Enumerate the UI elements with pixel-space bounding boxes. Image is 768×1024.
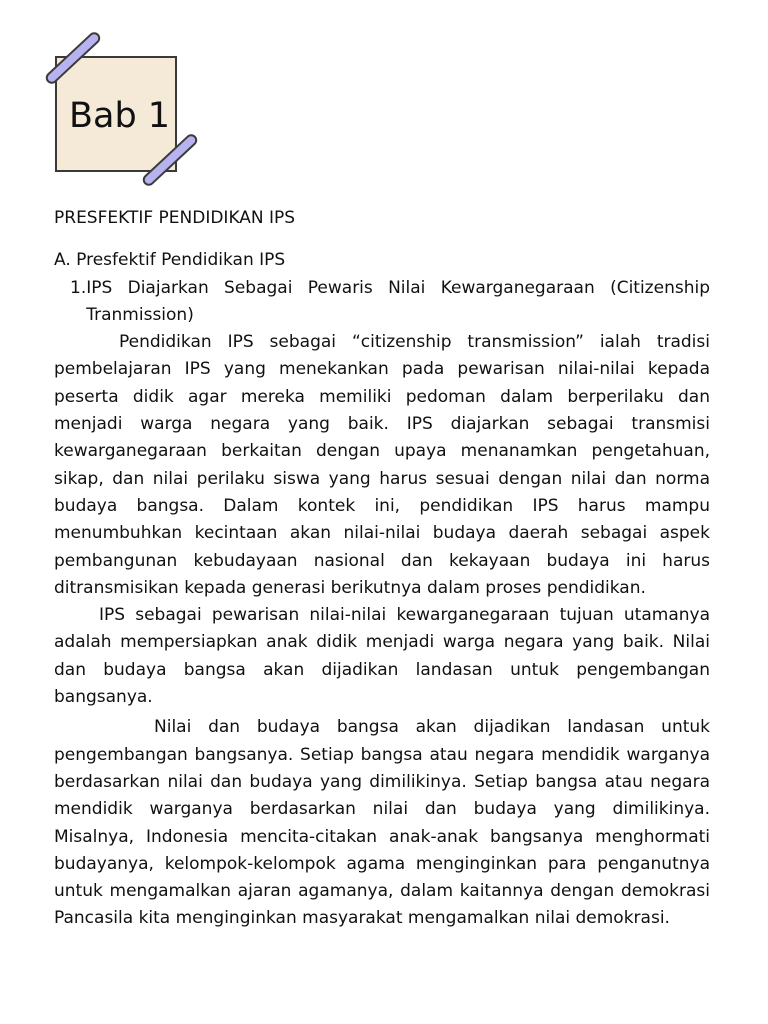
paragraph-2: IPS sebagai pewarisan nilai-nilai kewarganegaraan tujuan utamanya adalah mempersiapkan anak didik menjadi warga negara yang baik. Nilai dan budaya bangsa akan dijadikan landasan untuk pengembangan bangsanya. [54,605,710,708]
section-title: A. Presfektif Pendidikan IPS [54,250,286,271]
numbered-item [70,275,710,330]
document-body [54,205,710,933]
document-heading: PRESFEKTIF PENDIDIKAN IPS [54,208,296,228]
item-number: 1. [70,277,87,298]
chapter-box [55,56,177,172]
item-text: IPS Diajarkan Sebagai Pewaris Nilai Kewarganegaraan (Citizenship Tranmission) [86,277,710,325]
chapter-title: Bab 1 [69,96,171,136]
paragraph-1: Pendidikan IPS sebagai “citizenship transmission” ialah tradisi pembelajaran IPS yang menekankan pada pewarisan nilai-nilai kepada peserta didik agar mereka memiliki pedoman dalam berperilaku dan menjadi warga negara yang baik. IPS diajarkan sebagai transmisi kewarganegaraan berkaitan dengan upaya menanamkan pengetahuan, sikap, dan nilai perilaku siswa yang harus sesuai dengan nilai dan norma budaya bangsa. Dalam kontek ini, pendidikan IPS harus mampu menumbuhkan kecintaan akan nilai-nilai budaya daerah sebagai aspek pembangunan kebudayaan nasional dan kekayaan budaya ini harus ditransmisikan kepada generasi berikutnya dalam proses pendidikan. [54,332,710,598]
paragraph-3: Nilai dan budaya bangsa akan dijadikan landasan untuk pengembangan bangsanya. Setiap bangsa atau negara mendidik warganya berdasarkan nilai dan budaya yang dimilikinya. Setiap bangsa atau negara mendidik warganya berdasarkan nilai dan budaya yang dimilikinya. Misalnya, Indonesia mencita-citakan anak-anak bangsanya menghormati budayanya, kelompok-kelompok agama menginginkan para penganutnya untuk mengamalkan ajaran agamanya, dalam kaitannya dengan demokrasi Pancasila kita menginginkan masyarakat mengamalkan nilai demokrasi. [54,717,710,929]
